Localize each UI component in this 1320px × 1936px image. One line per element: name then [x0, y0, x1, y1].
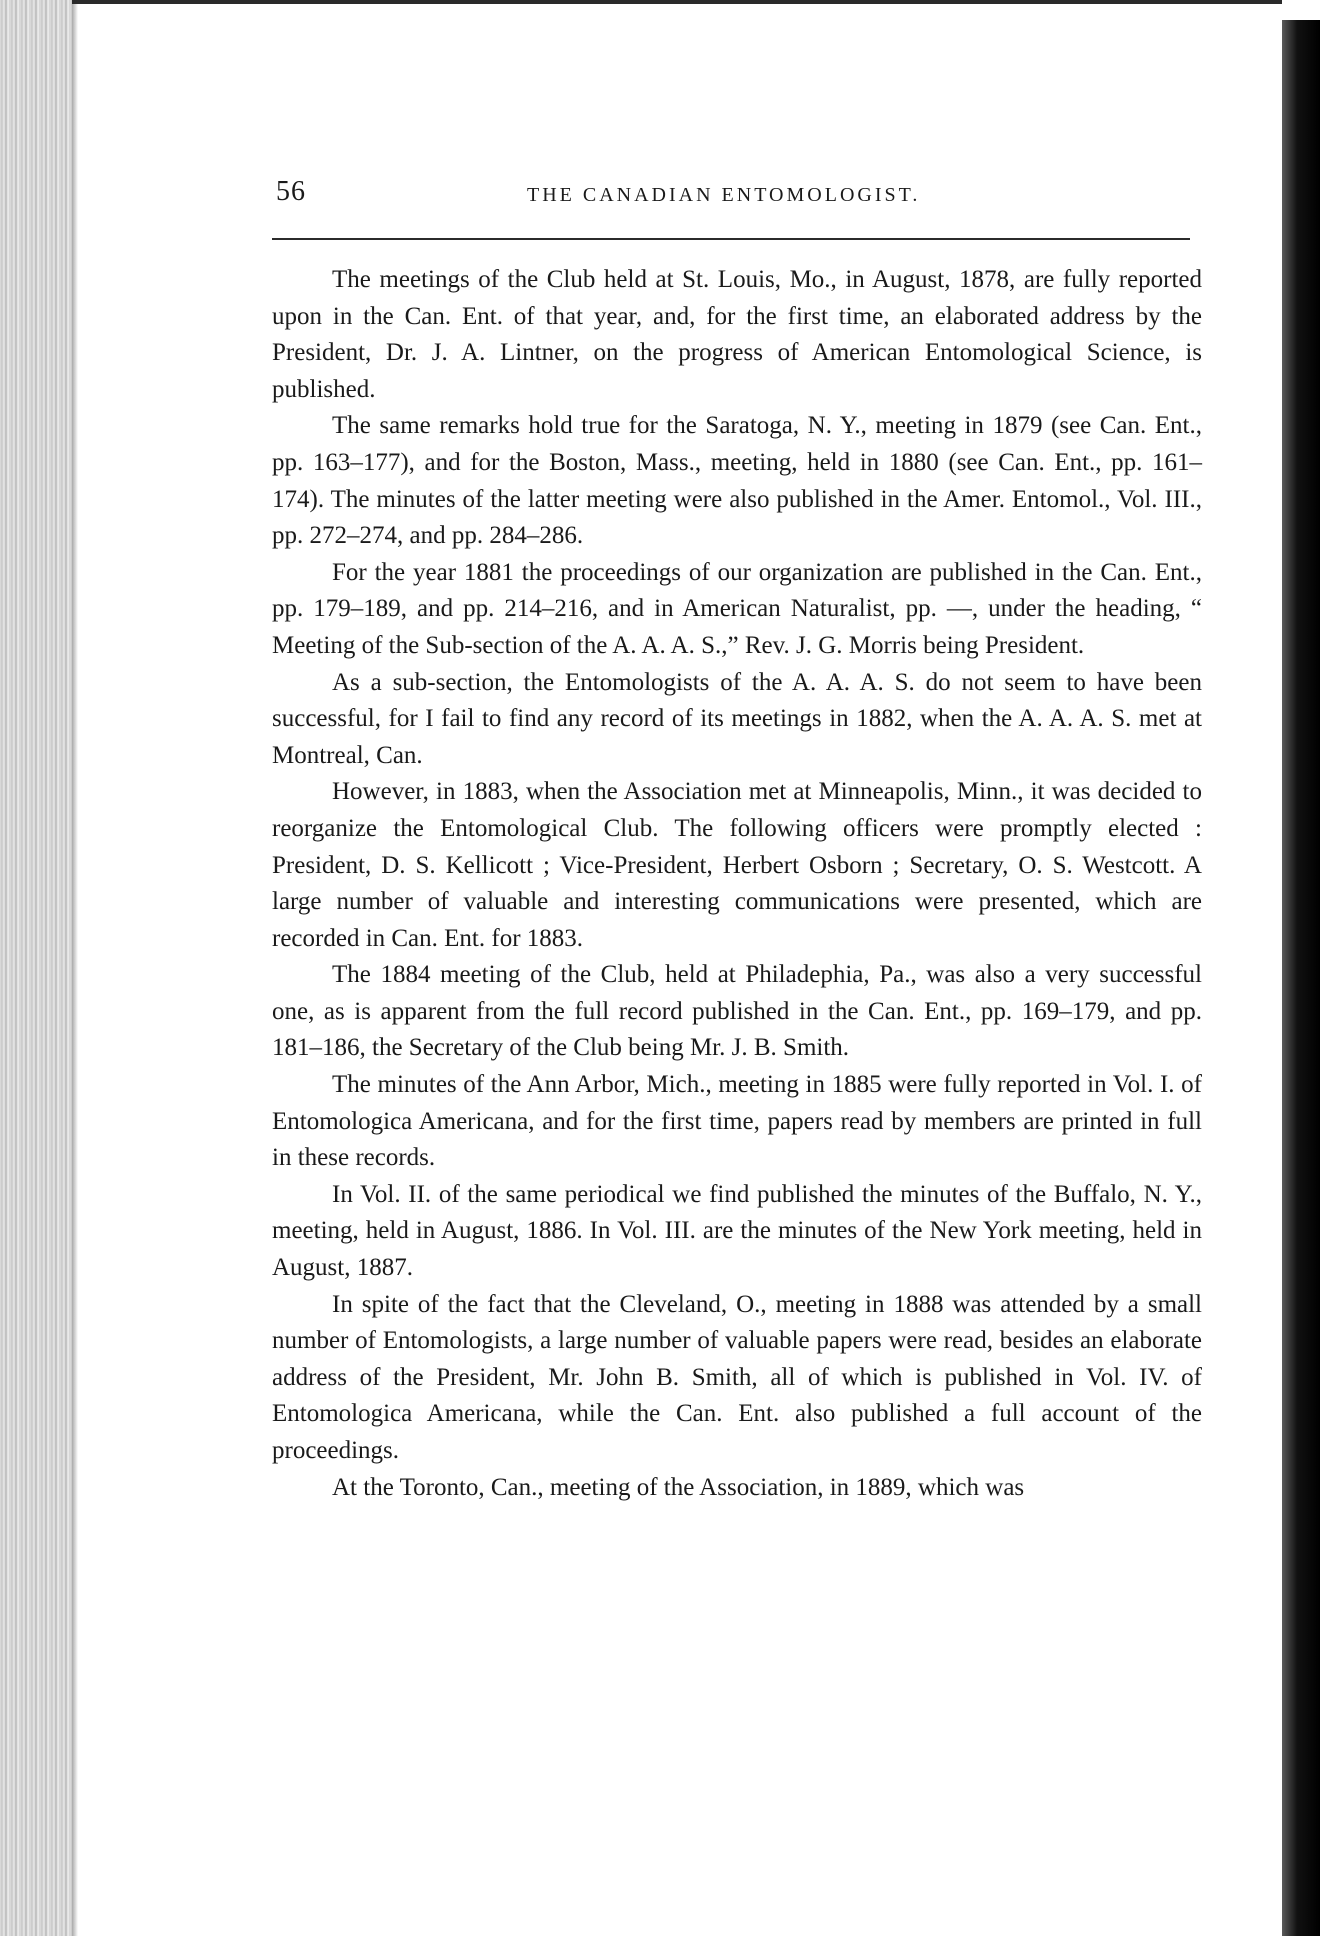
paragraph: As a sub-section, the Entomologists of the A. A. A. S. do not seem to have been successful, for I fail to find any record of its meetings in 1882, when the A. A. A. S. met at Montreal, Can. [272, 668, 1202, 769]
paragraph: The same remarks hold true for the Saratoga, N. Y., meeting in 1879 (see Can. Ent., pp. 163–177), and for the Boston, Mass., meeting, held in 1880 (see Can. Ent., pp. 161–174). The minutes of the latter meeting were also published in the Amer. Entomol., Vol. III., pp. 272–274, and pp. 284–286. [272, 412, 1202, 550]
paragraph: The 1884 meeting of the Club, held at Philadephia, Pa., was also a very successful one, as is apparent from the full record published in the Can. Ent., pp. 169–179, and pp. 181–186, the Secretary of the Club being Mr. J. B. Smith. [272, 961, 1202, 1062]
paragraph: In spite of the fact that the Cleveland, O., meeting in 1888 was attended by a small number of Entomologists, a large number of valuable papers were read, besides an elaborate address of the President, Mr. John B. Smith, all of which is published in Vol. IV. of Entomologica Americana, while the Can. Ent. also published a full account of the proceedings. [272, 1290, 1202, 1464]
paragraph: For the year 1881 the proceedings of our organization are published in the Can. Ent., pp. 179–189, and pp. 214–216, and in American Naturalist, pp. —, under the heading, “ Meeting of the Sub-section of the A. A. A. S.,” Rev. J. G. Morris being President. [272, 558, 1202, 659]
page-number: 56 [276, 176, 306, 207]
header-rule [272, 238, 1190, 240]
running-title: THE CANADIAN ENTOMOLOGIST. [527, 184, 921, 206]
paragraph: The meetings of the Club held at St. Louis, Mo., in August, 1878, are fully reported upon in the Can. Ent. of that year, and, for the first time, an elaborated address by the President, Dr. J. A. Lintner, on the progress of American Entomological Science, is published. [272, 266, 1202, 403]
paragraph: The minutes of the Ann Arbor, Mich., meeting in 1885 were fully reported in Vol. I. of Entomologica Americana, and for the first time, papers read by members are printed in full in these records. [272, 1071, 1202, 1172]
paragraph: However, in 1883, when the Association met at Minneapolis, Minn., it was decided to reorganize the Entomological Club. The following officers were promptly elected : President, D. S. Kellicott ; Vice-President, Herbert Osborn ; Secretary, O. S. Westcott. A large number of valuable and interesting communications were presented, which are recorded in Can. Ent. for 1883. [272, 778, 1202, 952]
paragraph: At the Toronto, Can., meeting of the Association, in 1889, which was [332, 1473, 1025, 1501]
paragraph: In Vol. II. of the same periodical we find published the minutes of the Buffalo, N. Y., meeting, held in August, 1886. In Vol. III. are the minutes of the New York meeting, held in August, 1887. [272, 1180, 1202, 1282]
running-head [272, 170, 1192, 210]
body-text [272, 262, 1202, 1506]
